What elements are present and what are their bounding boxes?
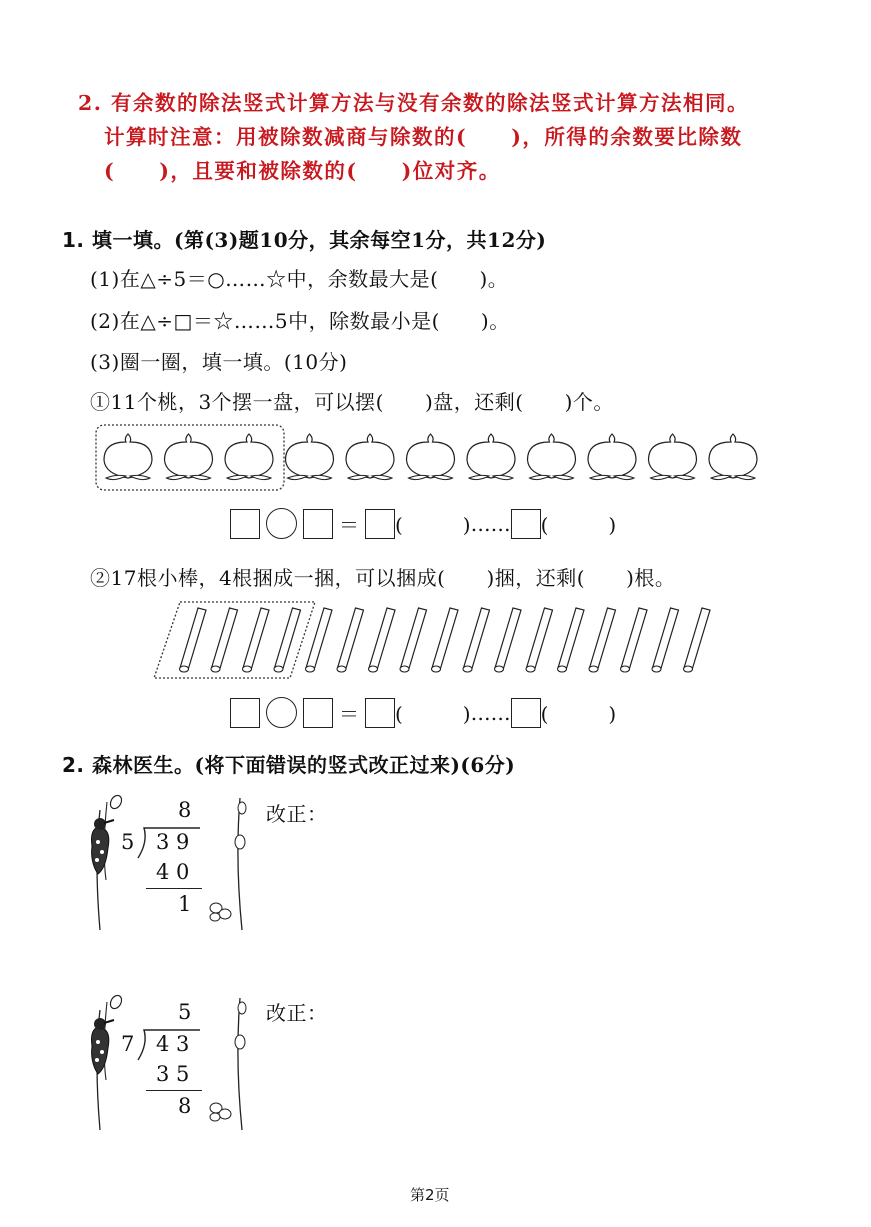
peach-icon xyxy=(528,434,576,480)
tip-line-3: ( )，且要和被除数的( )位对齐。 xyxy=(104,159,501,183)
answer-box[interactable] xyxy=(511,509,541,539)
equation-row-2 xyxy=(230,697,616,728)
tip-line-2: 计算时注意：用被除数减商与除数的( )，所得的余数要比除数 xyxy=(104,125,743,149)
stick-icon xyxy=(463,608,490,672)
quotient: 8 xyxy=(178,798,192,822)
answer-box[interactable] xyxy=(230,509,260,539)
sticks-figure xyxy=(150,598,720,683)
answer-box[interactable] xyxy=(511,698,541,728)
divisor: 5 xyxy=(121,830,135,854)
ellipsis: …… xyxy=(470,700,511,725)
peaches-figure xyxy=(90,420,780,495)
peach-icon xyxy=(649,434,697,480)
remainder: 8 xyxy=(178,1094,192,1118)
answer-box[interactable] xyxy=(365,509,395,539)
question-number: 2. xyxy=(62,753,85,777)
answer-box[interactable] xyxy=(230,698,260,728)
answer-box[interactable] xyxy=(303,698,333,728)
correction-label: 改正： xyxy=(266,802,328,826)
peach-icon xyxy=(165,434,213,480)
paren-blank: ( ) xyxy=(395,702,471,726)
stick-icon xyxy=(558,608,585,672)
stick-icon xyxy=(432,608,459,672)
divisor: 7 xyxy=(121,1032,135,1056)
product: 4 0 xyxy=(156,860,190,884)
paren-blank: ( ) xyxy=(395,513,471,537)
stick-icon xyxy=(337,608,364,672)
paren-blank: ( ) xyxy=(540,702,617,726)
subtraction-line xyxy=(146,1090,202,1091)
stick-icon xyxy=(369,608,396,672)
question-title: 填一填。(第(3)题10分，其余每空1分，共12分) xyxy=(91,228,547,252)
q1-part-1: ①11个桃，3个摆一盘，可以摆( )盘，还剩( )个。 xyxy=(90,390,614,414)
peach-icon xyxy=(225,434,273,480)
stick-icon xyxy=(495,608,522,672)
peach-icon xyxy=(346,434,394,480)
tip-line-1: 2. 有余数的除法竖式计算方法与没有余数的除法竖式计算方法相同。 xyxy=(78,91,750,115)
peach-icon xyxy=(104,434,152,480)
peach-icon xyxy=(709,434,757,480)
equation-row-1 xyxy=(230,508,616,539)
stick-icon xyxy=(621,608,648,672)
peach-icon xyxy=(588,434,636,480)
q1-part-2: ②17根小棒，4根捆成一捆，可以捆成( )捆，还剩( )根。 xyxy=(90,566,676,590)
stick-icon xyxy=(274,608,301,672)
stick-icon xyxy=(652,608,679,672)
peach-icon xyxy=(407,434,455,480)
subtraction-line xyxy=(146,888,202,889)
stick-icon xyxy=(526,608,553,672)
ellipsis: …… xyxy=(470,511,511,536)
question-title: 森林医生。(将下面错误的竖式改正过来)(6分) xyxy=(91,753,516,777)
q1-sub-3: (3)圈一圈，填一填。(10分) xyxy=(90,350,348,374)
peach-icon xyxy=(467,434,515,480)
equals-sign: ＝ xyxy=(339,513,359,537)
remainder: 1 xyxy=(178,892,192,916)
stick-icon xyxy=(243,608,270,672)
page-number: 第2页 xyxy=(410,1186,450,1204)
quotient: 5 xyxy=(178,1000,192,1024)
paren-blank: ( ) xyxy=(540,513,617,537)
product: 3 5 xyxy=(156,1062,190,1086)
operator-circle[interactable] xyxy=(266,508,297,539)
answer-box[interactable] xyxy=(303,509,333,539)
peach-icon xyxy=(286,434,334,480)
q1-sub-2: (2)在△÷□＝☆……5中，除数最小是( )。 xyxy=(90,309,510,333)
question-number: 1. xyxy=(62,228,85,252)
q1-sub-1: (1)在△÷5＝○……☆中，余数最大是( )。 xyxy=(90,267,509,291)
question-1-header xyxy=(62,224,546,253)
equals-sign: ＝ xyxy=(339,702,359,726)
correction-label: 改正： xyxy=(266,1001,328,1025)
dividend: 4 3 xyxy=(156,1032,190,1056)
stick-icon xyxy=(180,608,207,672)
stick-icon xyxy=(589,608,616,672)
stick-icon xyxy=(306,608,333,672)
question-2-header xyxy=(62,749,515,778)
operator-circle[interactable] xyxy=(266,697,297,728)
stick-icon xyxy=(684,608,711,672)
stick-icon xyxy=(211,608,238,672)
answer-box[interactable] xyxy=(365,698,395,728)
dividend: 3 9 xyxy=(156,830,190,854)
stick-icon xyxy=(400,608,427,672)
